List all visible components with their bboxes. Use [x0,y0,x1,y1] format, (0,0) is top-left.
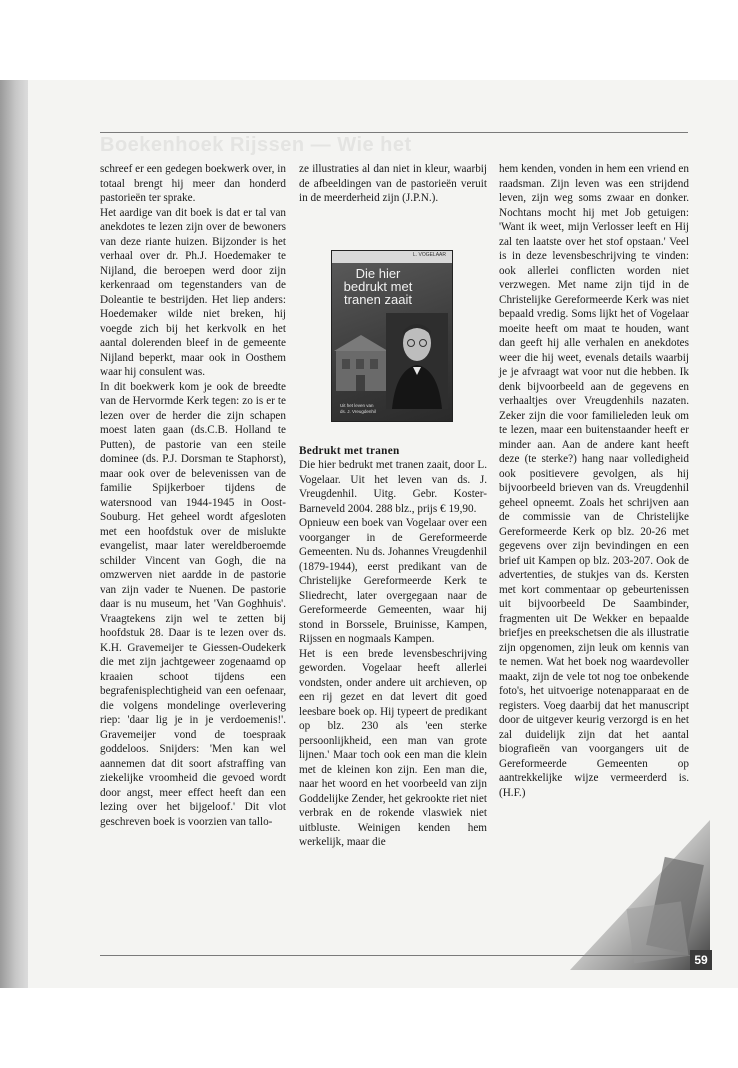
corner-decorative-photo [560,820,710,970]
cover-subtitle-line-1: Uit het leven van [340,403,374,408]
cover-subtitle-line-2: ds. J. Vreugdenhil [340,409,376,414]
text-column-1 [100,162,286,829]
paragraph: Het is een brede levensbeschrijving geworden. Vogelaar heeft allerlei vondsten, onder andere uit archieven, op een rij gezet en dat levert dit goed leesbare boek op. Hij typeert de predikant op blz. 230 als 'een sterke persoonlijkheid, een man van grote lijnen.' Maar toch ook een man die klein met de kleinen kon zijn. Een man die, naar het woord en het voorbeeld van zijn Goddelijke Zender, het gekrookte riet niet verbrak en de rokende vlaswiek niet uitbluste. Weinigen kenden hem werkelijk, maar die [299,647,487,848]
section-heading: Bedrukt met tranen [299,444,400,457]
paragraph: In dit boekwerk kom je ook de breedte van de Hervormde Kerk tegen: zo is er te lezen over de herder die zijn schapen moest laten gaan (ds.C.B. Holland te Putten), de pastorie van een steile dominee (ds. P.J. Dorsman te Staphorst), maar ook over de belevenissen van de familie Spijkerboer tijdens de watersnood van 1944-1945 in Oost-Souburg. Het geheel wordt afgesloten met een hoofdstuk over de mislukte evangelist, maar later wereldberoemde schilder Vincent van Gogh, die na omzwerven niet aardde in de pastorie van zijn vader te Nuenen. De pastorie daar is nu museum, het 'Van Goghhuis'. Vraagtekens zijn wel te zetten bij hoofdstuk 28. Daar is te lezen over ds. K.H. Gravemeijer te Giessen-Oudekerk die met zijn jachtgeweer zogenaamd op kraaien schoot tijdens een begrafenisplechtigheid van een oefenaar, die volgens mondelinge overlevering riep: 'daar lig je in je verdoemenis!'. Gravemeijer vond de toespraak goddeloos. Snijders: 'Men kan wel aannemen dat dit soort afstraffing van ziekelijke vroomheid die gevoed wordt door angst, meer effect heeft dan een lezing over het bijgeloof.' Dit vlot geschreven boek is voorzien van tallo- [100,380,286,828]
faded-section-heading: Boekenhoek Rijssen — Wie het [100,134,412,156]
paragraph: ze illustraties al dan niet in kleur, waarbij de afbeeldingen van de pastorieën veruit in de meerderheid zijn (J.P.N.). [299,163,487,204]
cover-title: Die hier bedrukt met tranen zaait [343,266,413,307]
cover-portrait-photo [386,313,448,409]
paragraph: schreef er een gedegen boekwerk over, in totaal brengt hij meer dan honderd pastorieën ter sprake. [100,163,286,204]
bottom-rule [100,955,692,956]
cover-subtitle [340,403,376,415]
page-number: 59 [690,950,712,970]
text-column-3 [499,162,689,800]
cover-author: L. VOGELAAR [412,252,446,258]
top-rule [100,132,688,133]
paragraph: Die hier bedrukt met tranen zaait, door L. Vogelaar. Uit het leven van ds. J. Vreugdenhil. Uitg. Gebr. Koster-Barneveld 2004. 288 blz., prijs € 19,90. [299,459,487,515]
paragraph: Opnieuw een boek van Vogelaar over een voorganger in de Gereformeerde Gemeenten. Nu ds. Johannes Vreugdenhil (1879-1944), eerst predikant van de Christelijke Gereformeerde Kerk te Sliedrecht, later overgegaan naar de Gereformeerde Gemeenten, waar hij stond in Borssele, Bruinisse, Kampen, Rijssen en nogmaals Kampen. [299,517,487,645]
paragraph: hem kenden, vonden in hem een vriend en raadsman. Zijn leven was een strijdend leven, zijn weg soms zwaar en donker. Nochtans mocht hij met Job getuigen: 'Want ik weet, mijn Verlosser leeft en Hij zal ten laatste over het stof opstaan.' Veel is in deze levensbeschrijving te vinden: ook allerlei conflicten worden niet verzwegen. Met name zijn tijd in de Christelijke Gereformeerde Kerk was niet bepaald vredig. Soms lijkt het of Vogelaar moeite heeft om maat te houden, want dan geeft hij alle verhalen en anekdotes weer die hij weet, evenals details waarbij je je afvraagt wat voor nut die hebben. Ik denk bijvoorbeeld aan de gegevens en verhaaltjes over Vreugdenhils nazaten. Zeker zijn die voor familieleden leuk om te lezen, maar een buitenstaander heeft er minder aan. Aan de andere kant heeft deze (te sterke?) hang naar volledigheid ook positievere gevolgen, als hij bijvoorbeeld brieven van ds. Vreugdenhil geheel opneemt. Zoals het schrijven aan de commissie van de Christelijke Gereformeerde Kerk op blz. 20-26 met gegevens over zijn bevindingen en een brief uit Kampen op blz. 203-207. Ook de advertenties, de stukjes van ds. Kersten met kort commentaar op gebeurtenissen uit bijvoorbeeld De Saambinder, fragmenten uit De Wekker en bepaalde briefjes en preekschetsen die als illustratie zijn opgenomen, zijn leuk om kennis van te nemen. Wat het boek nog waardevoller maakt, zijn de vele tot nog toe onbekende foto's, het uitvoerige notenapparaat en de registers. Voeg daarbij dat het manuscript door de uitgever keurig verzorgd is en het zal duidelijk zijn dat het aantal biografieën van voorgangers uit de Gereformeerde Gemeenten op aantrekkelijke wijze vermeerderd is. (H.F.) [499,163,689,799]
book-cover-image [331,250,453,422]
paragraph: Het aardige van dit boek is dat er tal van anekdotes te lezen zijn over de bewoners van deze riante huizen. Bijzonder is het verhaal over dr. Ph.J. Hoedemaker te Nijland, die beroepen werd door zijn kerkenraad om tegenstanders van de Doleantie te bestrijden. Het liep anders: Hoedemaker wilde niet breken, hij voegde zich bij het kerkvolk en het aantal dolerenden bleef in de gemeente Nijland beperkt, maar ook in Oosthem waar hij consulent was. [100,206,286,378]
